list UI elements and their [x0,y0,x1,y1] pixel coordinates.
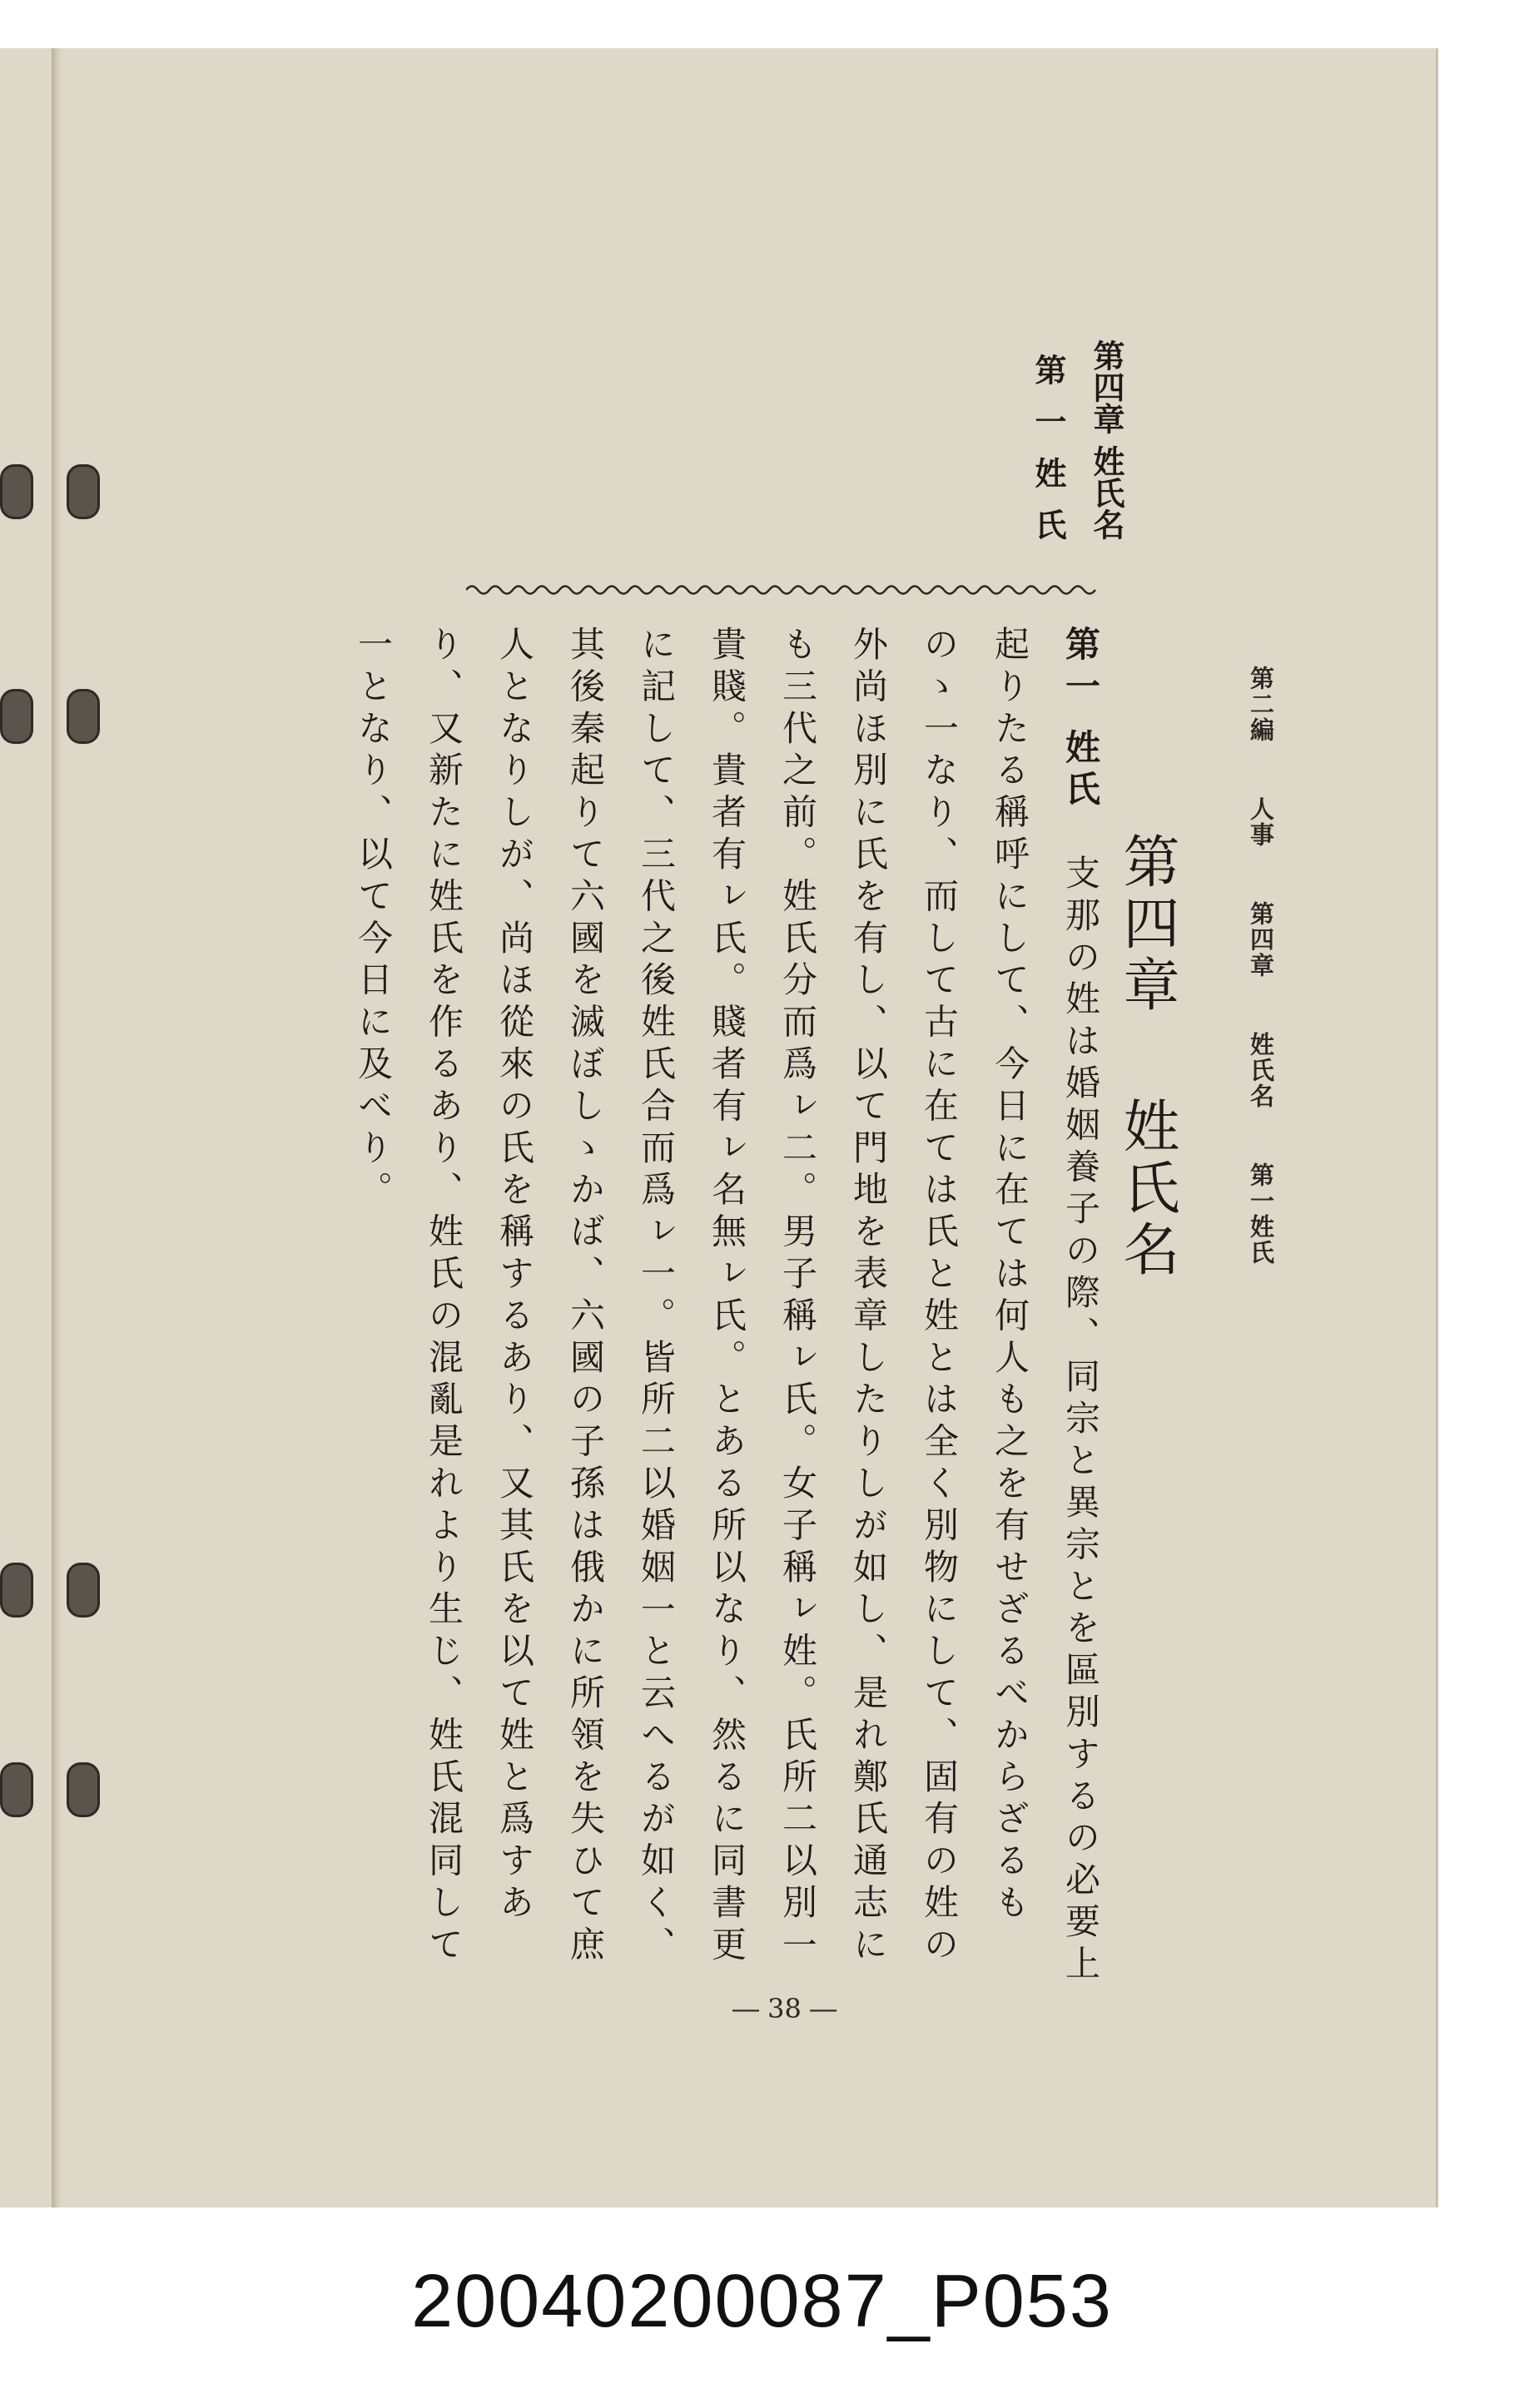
binding-hole [67,1762,100,1817]
page-number: ― 38 ― [732,1993,837,2024]
sidenote-section: 第一姓氏 [1030,354,1067,560]
chapter-title: 姓氏名 [1114,1097,1179,1281]
binding-hole [67,464,100,519]
running-head-part: 人事 [1247,796,1275,849]
wavy-divider [466,582,1099,597]
binding-hole [0,689,33,744]
body-text [353,626,1116,1999]
binding-hole [0,1563,33,1618]
section-label: 第一 姓氏 [1060,626,1101,813]
chapter-heading [1106,832,1187,1281]
running-head [1244,666,1278,1309]
running-head-part: 姓氏名 [1247,1032,1275,1110]
image-caption: 20040200087_P053 [411,2260,1113,2343]
chapter-number: 第四章 [1114,832,1179,1017]
binding-hole [67,689,100,744]
binding-hole [0,464,33,519]
body-paragraph: 支那の姓は婚姻養子の際、同宗と異宗とを區別するの必要上起りたる稱呼にして、今日に在ては何人も之を有せざるべからざるものゝ一なり、而して古に在ては氏と姓とは全く別物にして、固有の姓の外尚ほ別に氏を有し、以て門地を表章したりしが如し、是れ鄭氏通志にも三代之前。姓氏分而爲ㇾ二。男子稱ㇾ氏。女子稱ㇾ姓。氏所㆓以別㆒貴賤。貴者有ㇾ氏。賤者有ㇾ名無ㇾ氏。とある所以なり、然るに同書更に記して、三代之後姓氏合而爲ㇾ一。皆所㆓以婚姻㆒と云へるが如く、其後秦起りて六國を滅ぼしゝかば、六國の子孫は俄かに所領を失ひて庶人となりしが、尚ほ從來の氏を稱するあり、又其氏を以て姓と爲すあり、又新たに姓氏を作るあり、姓氏の混亂是れより生じ、姓氏混同して一となり、以て今日に及べり。 [353,626,1101,1987]
running-head-part: 第一姓氏 [1247,1162,1275,1266]
binding-hole [67,1563,100,1618]
running-head-part: 第四章 [1247,901,1275,979]
sidenote-chapter: 第四章 姓氏名 [1088,339,1125,541]
running-head-part: 第二編 [1247,666,1275,743]
binding-edge [52,48,63,2207]
binding-hole [0,1762,33,1817]
